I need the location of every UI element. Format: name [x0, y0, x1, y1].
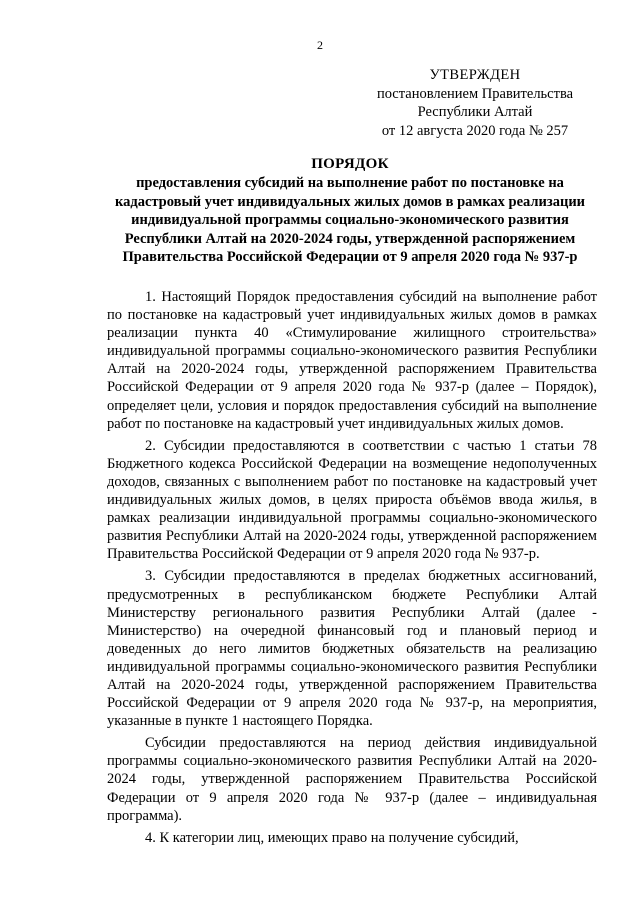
- document-title-block: [100, 155, 600, 267]
- paragraph: 1. Настоящий Порядок предоставления субсидий на выполнение работ по постановке на кадастровый учет индивидуальных жилых домов в рамках реализации пункта 40 «Стимулирование жилищного строительства» индивидуальной программы социально-экономического развития Республики Алтай на 2020-2024 годы, утвержденной распоряжением Правительства Российской Федерации от 9 апреля 2020 года № 937-р (далее – Порядок), определяет цели, условия и порядок предоставления субсидий на выполнение работ по постановке на кадастровый учет индивидуальных жилых домов.: [107, 289, 597, 432]
- approval-date-line: от 12 августа 2020 года № 257: [381, 122, 569, 139]
- approval-line: Республики Алтай: [417, 104, 533, 120]
- approval-line: постановлением Правительства: [376, 85, 574, 102]
- approval-stamp-block: [360, 66, 590, 140]
- paragraph: 3. Субсидии предоставляются в пределах бюджетных ассигнований, предусмотренных в республиканском бюджете Республики Алтай Министерству регионального развития Республики Алтай (далее - Министерство) на очередной финансовый год и плановый период и доведенных до него лимитов бюджетных обязательств на реализацию индивидуальной программы социально-экономического развития Республики Алтай на 2020-2024 годы, утвержденной распоряжением Правительства Российской Федерации от 9 апреля 2020 года № 937-р, на мероприятия, указанные в пункте 1 настоящего Порядка.: [107, 568, 597, 730]
- paragraph: 4. К категории лиц, имеющих право на получение субсидий,: [145, 829, 519, 846]
- paragraph: 2. Субсидии предоставляются в соответствии с частью 1 статьи 78 Бюджетного кодекса Российской Федерации на возмещение недополученных доходов, связанных с выполнением работ по постановке на кадастровый учет индивидуальных жилых домов, в целях прироста объёмов ввода жилья, в рамках реализации индивидуальной программы социально-экономического развития Республики Алтай на 2020-2024 годы, утвержденной распоряжением Правительства Российской Федерации от 9 апреля 2020 года № 937-р.: [107, 437, 597, 563]
- page-number: 2: [317, 38, 323, 52]
- approval-heading: УТВЕРЖДЕН: [429, 67, 521, 83]
- document-title: ПОРЯДОК: [311, 156, 389, 172]
- paragraph: Субсидии предоставляются на период действия индивидуальной программы социально-экономического развития Республики Алтай на 2020-2024 годы, утвержденной распоряжением Правительства Российской Федерации от 9 апреля 2020 года № 937-р (далее – индивидуальная программа).: [107, 735, 597, 824]
- document-subtitle: предоставления субсидий на выполнение работ по постановке на кадастровый учет индивидуальных жилых домов в рамках реализации индивидуальной программы социально-экономического развития Республики Алтай на 2020-2024 годы, утвержденной распоряжением Правительства Российской Федерации от 9 апреля 2020 года № 937-р: [114, 175, 586, 265]
- document-body: [107, 288, 597, 851]
